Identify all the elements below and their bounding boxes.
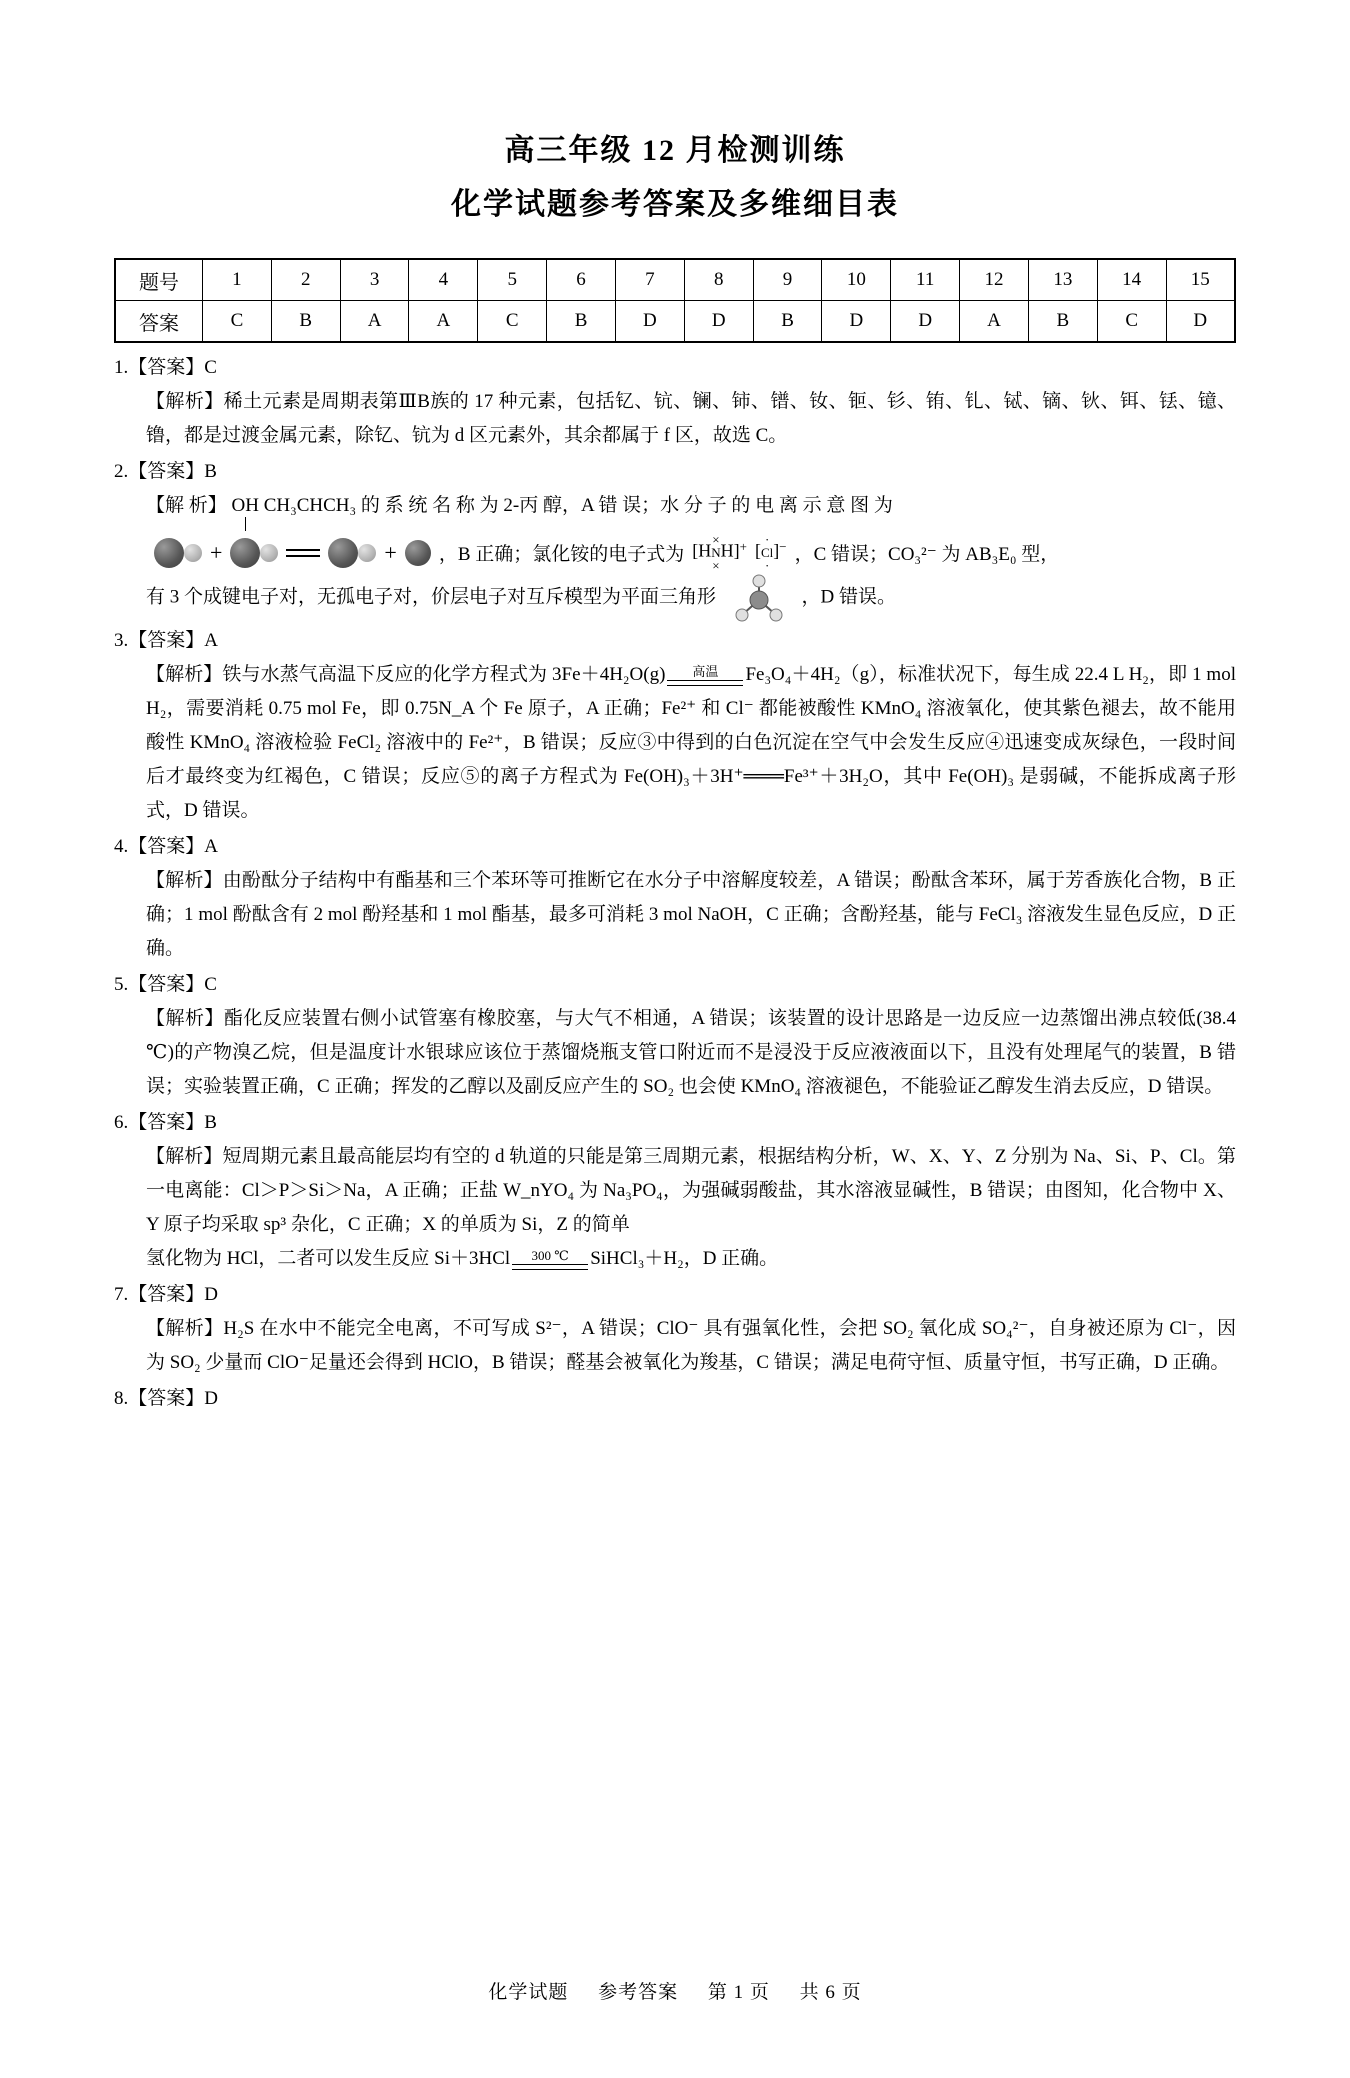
answer-body-3-text2: Fe₃O₄＋4H₂（g），标准状况下，每生成 22.4 L H₂，即 1 mol H₂，需要消耗 0.75 mol Fe，即 0.75N_A 个 Fe 原子，A 正确；Fe²⁺ 和 Cl⁻ 都能被酸性 KMnO₄ 溶液氧化，使其紫色褪去，故不能用酸性 KMnO₄ 溶液检验 FeCl₂ 溶液中的 Fe²⁺，B 错误；反应③中得到的白色沉淀在空气中会发生反应④迅速变成灰绿色，一段时间后才最终变为红褐色，C 错误；反应⑤的离子方程式为 Fe(OH)₃＋3H⁺═══Fe³⁺＋3H₂O，其中 Fe(OH)₃ 是弱碱，不能拆成离子形式，D 错误。 bbox=[146, 664, 1236, 821]
water-ionization-diagram bbox=[114, 533, 1236, 572]
table-cell: 13 bbox=[1028, 259, 1097, 301]
answer-body-5: 【解析】酯化反应装置右侧小试管塞有橡胶塞，与大气不相通，A 错误；该装置的设计思路是一边反应一边蒸馏出沸点较低(38.4 ℃)的产物溴乙烷，但是温度计水银球应该位于蒸馏烧瓶支管口附近而不是浸没于反应液液面以下，且没有处理尾气的装置，B 错误；实验装置正确，C 正确；挥发的乙醇以及副反应产生的 SO₂ 也会使 KMnO₄ 溶液褪色，不能验证乙醇发生消去反应，D 错误。 bbox=[146, 1008, 1236, 1097]
footer-subject: 化学试题 bbox=[488, 1982, 569, 2003]
answer-body-7: 【解析】H₂S 在水中不能完全电离，不可写成 S²⁻，A 错误；ClO⁻ 具有强氧化性，会把 SO₂ 氧化成 SO₄²⁻，自身被还原为 Cl⁻，因为 SO₂ 少量而 ClO⁻足量还会得到 HClO，B 错误；醛基会被氧化为羧基，C 错误；满足电荷守恒、质量守恒，书写正确，D 正确。 bbox=[146, 1318, 1236, 1373]
footer-total-pages: 共 6 页 bbox=[799, 1982, 862, 2003]
table-cell: 12 bbox=[960, 259, 1029, 301]
answer-body-6-part2 bbox=[114, 1242, 1236, 1276]
table-cell: 8 bbox=[684, 259, 753, 301]
table-cell: D bbox=[615, 301, 684, 343]
table-cell: 5 bbox=[478, 259, 547, 301]
answer-body-2-text4: 有 3 个成键电子对，无孤电子对，价层电子对互斥模型为平面三角形 bbox=[146, 586, 717, 608]
table-cell: B bbox=[1028, 301, 1097, 343]
table-row-answers bbox=[115, 301, 1235, 343]
solution-tag: 【解 析】 bbox=[146, 495, 227, 516]
table-cell: A bbox=[960, 301, 1029, 343]
table-cell: 4 bbox=[409, 259, 478, 301]
title-block bbox=[0, 128, 1350, 228]
answer-table-wrapper bbox=[114, 258, 1236, 343]
table-cell: 7 bbox=[615, 259, 684, 301]
answer-table bbox=[114, 258, 1236, 343]
answer-body-2-text3: ，C 错误；CO₃²⁻ 为 AB₃E₀ 型， bbox=[794, 544, 1060, 565]
answer-head-5: 5.【答案】C bbox=[114, 974, 217, 995]
table-cell: B bbox=[271, 301, 340, 343]
atom-sphere-icon bbox=[405, 540, 431, 566]
bond-line bbox=[245, 517, 246, 531]
table-cell: D bbox=[891, 301, 960, 343]
answer-body-1: 【解析】稀土元素是周期表第ⅢB族的 17 种元素，包括钇、钪、镧、铈、镨、钕、钷、钐、铕、钆、铽、镝、钬、铒、铥、镱、镥，都是过渡金属元素，除钇、钪为 d 区元素外，其余都属于 f 区，故选 C。 bbox=[146, 391, 1236, 446]
answer-body-3-text1: 铁与水蒸气高温下反应的化学方程式为 3Fe＋4H₂O(g) bbox=[222, 664, 666, 685]
atom-sphere-icon bbox=[358, 544, 376, 562]
answer-body-6-part1: 【解析】短周期元素且最高能层均有空的 d 轨道的只能是第三周期元素，根据结构分析，W、X、Y、Z 分别为 Na、Si、P、Cl。第一电离能：Cl＞P＞Si＞Na，A 正确；正盐 W_nYO₄ 为 Na₃PO₄，为强碱弱酸盐，其水溶液显碱性，B 错误；由图知，化合物中 X、Y 原子均采取 sp³ 杂化，C 正确；X 的单质为 Si，Z 的简单 bbox=[146, 1146, 1236, 1235]
atom-sphere-icon bbox=[260, 544, 278, 562]
answer-body-2-part1 bbox=[114, 489, 1236, 531]
solution-tag: 【解析】 bbox=[146, 664, 223, 685]
equals-icon bbox=[286, 549, 320, 557]
double-line-arrow-icon bbox=[667, 680, 743, 686]
table-cell: 14 bbox=[1097, 259, 1166, 301]
table-cell: C bbox=[1097, 301, 1166, 343]
table-cell: C bbox=[478, 301, 547, 343]
plus-sign: + bbox=[384, 539, 397, 565]
double-line-arrow-icon bbox=[512, 1264, 588, 1270]
atom-sphere-icon bbox=[328, 538, 358, 568]
atom-sphere-icon bbox=[230, 538, 260, 568]
plus-sign: + bbox=[210, 539, 223, 565]
table-cell: B bbox=[547, 301, 616, 343]
answer-body-2-text1: 的 系 统 名 称 为 2-丙 醇，A 错 误；水 分 子 的 电 离 示 意 图 为 bbox=[360, 495, 893, 516]
row-header-question: 题号 bbox=[115, 259, 203, 301]
table-cell: 10 bbox=[822, 259, 891, 301]
answer-body-6-text1: 氢化物为 HCl，二者可以发生反应 Si＋3HCl bbox=[146, 1248, 511, 1269]
answer-head-7: 7.【答案】D bbox=[114, 1284, 218, 1305]
footer-page-number: 第 1 页 bbox=[707, 1982, 770, 2003]
answer-body-2-text2: ，B 正确；氯化铵的电子式为 bbox=[438, 544, 685, 565]
table-cell: 9 bbox=[753, 259, 822, 301]
table-row-question-numbers bbox=[115, 259, 1235, 301]
answer-head-2: 2.【答案】B bbox=[114, 461, 217, 482]
page-title-line1: 高三年级 12 月检测训练 bbox=[504, 134, 846, 167]
table-cell: 11 bbox=[891, 259, 960, 301]
atom-sphere-icon bbox=[154, 538, 184, 568]
reaction-condition-label: 300 ℃ bbox=[531, 1248, 569, 1264]
explanations-content bbox=[114, 343, 1236, 1416]
answer-head-3: 3.【答案】A bbox=[114, 630, 218, 651]
answer-key-page bbox=[0, 128, 1350, 2078]
table-cell: B bbox=[753, 301, 822, 343]
answer-body-2-text5: ，D 错误。 bbox=[801, 586, 896, 608]
answer-body-4: 【解析】由酚酞分子结构中有酯基和三个苯环等可推断它在水分子中溶解度较差，A 错误；酚酞含苯环，属于芳香族化合物，B 正确；1 mol 酚酞含有 2 mol 酚羟基和 1 mol 酯基，最多可消耗 3 mol NaOH，C 正确；含酚羟基，能与 FeCl₃ 溶液发生显色反应，D 正确。 bbox=[146, 870, 1236, 959]
row-header-answer: 答案 bbox=[115, 301, 203, 343]
answer-head-1: 1.【答案】C bbox=[114, 357, 217, 378]
answer-head-4: 4.【答案】A bbox=[114, 836, 218, 857]
answer-head-8: 8.【答案】D bbox=[114, 1388, 218, 1409]
table-cell: A bbox=[340, 301, 409, 343]
table-cell: 1 bbox=[203, 259, 272, 301]
answer-head-6: 6.【答案】B bbox=[114, 1112, 217, 1133]
reaction-arrow-300c bbox=[512, 1249, 588, 1270]
table-cell: D bbox=[684, 301, 753, 343]
table-cell: 2 bbox=[271, 259, 340, 301]
reaction-condition-label: 高温 bbox=[692, 664, 719, 680]
atom-sphere-icon bbox=[184, 544, 202, 562]
lewis-structure-ammonium: [H× N ×H]+ bbox=[692, 532, 747, 573]
answer-body-2-part3 bbox=[114, 574, 1236, 622]
page-footer bbox=[0, 1977, 1350, 2004]
footer-doctype: 参考答案 bbox=[598, 1982, 679, 2003]
lewis-structure-chloride: [· Cl ·]− bbox=[754, 532, 787, 573]
table-cell: D bbox=[1166, 301, 1235, 343]
formula-main: CH₃CHCH₃ bbox=[263, 495, 357, 516]
answer-body-3 bbox=[114, 658, 1236, 828]
table-cell: 3 bbox=[340, 259, 409, 301]
table-cell: 15 bbox=[1166, 259, 1235, 301]
page-title-line2: 化学试题参考答案及多维细目表 bbox=[451, 188, 899, 221]
table-cell: A bbox=[409, 301, 478, 343]
table-cell: 6 bbox=[547, 259, 616, 301]
table-cell: C bbox=[203, 301, 272, 343]
structure-2-propanol bbox=[232, 495, 259, 531]
answer-body-6-text2: SiHCl₃＋H₂，D 正确。 bbox=[590, 1248, 779, 1269]
reaction-arrow-high-temp bbox=[667, 665, 743, 686]
trigonal-planar-model-icon bbox=[721, 574, 797, 622]
hydroxyl-label: OH bbox=[231, 495, 259, 516]
table-cell: D bbox=[822, 301, 891, 343]
